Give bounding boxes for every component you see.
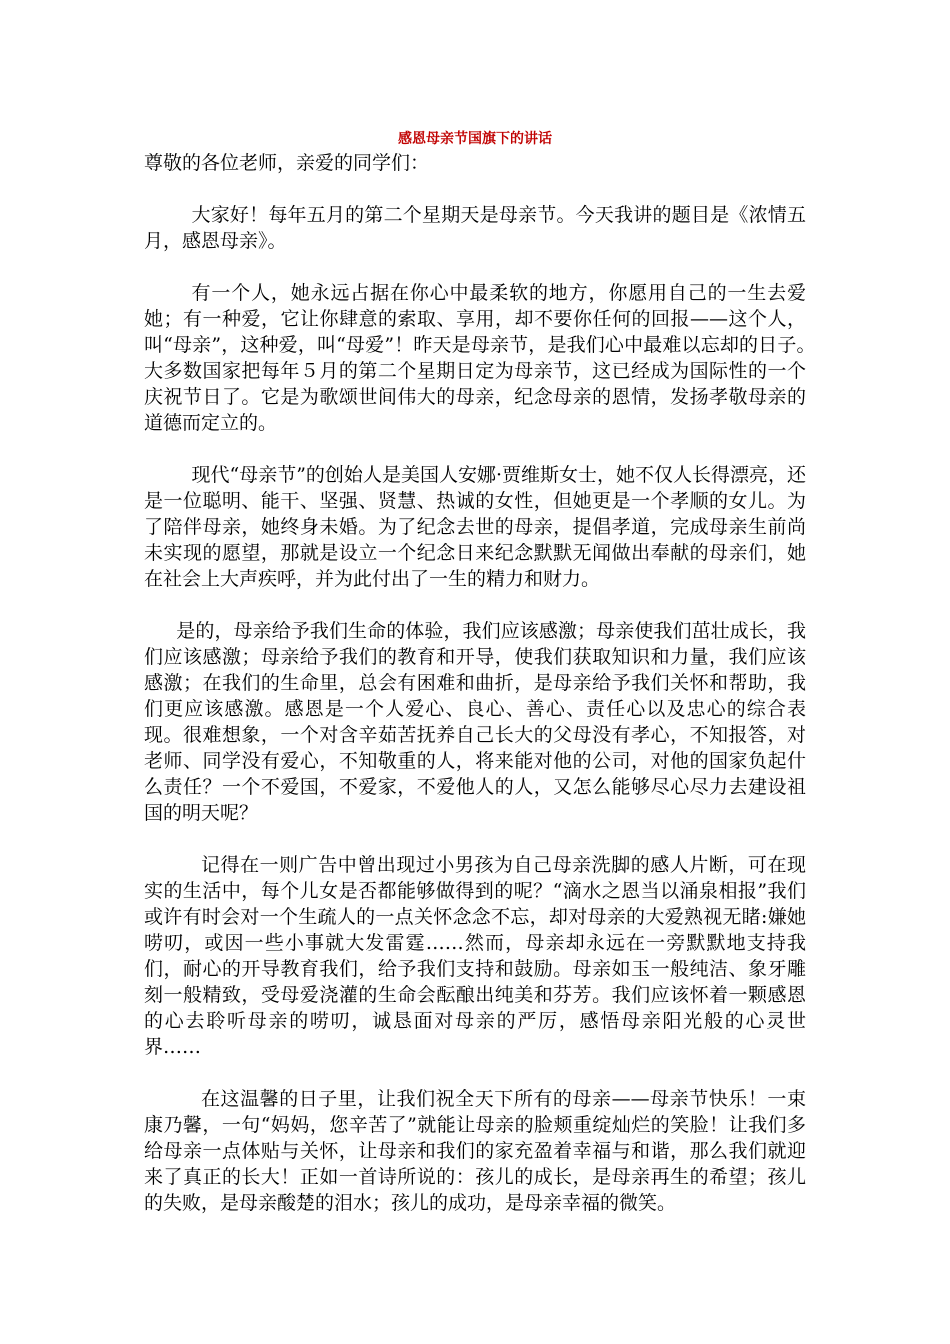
document-body [144,150,826,1216]
paragraph-closing: 在这温馨的日子里，让我们祝全天下所有的母亲——母亲节快乐！一束康乃馨，一句“妈妈，您辛苦了”就能让母亲的脸颊重绽灿烂的笑脸！让我们多给母亲一点体贴与关怀，让母亲和我们的家充盈着幸福与和谐，那么我们就迎来了真正的长大！正如一首诗所说的：孩儿的成长，是母亲再生的希望；孩儿的失败，是母亲酸楚的泪水；孩儿的成功，是母亲幸福的微笑。 [144,1088,806,1214]
salutation: 尊敬的各位老师，亲爱的同学们： [144,152,430,174]
paragraph-history: 现代“母亲节”的创始人是美国人安娜·贾维斯女士，她不仅人长得漂亮，还是一位聪明、能干、坚强、贤慧、热诚的女性，但她更是一个孝顺的女儿。为了陪伴母亲，她终身未婚。为了纪念去世的母亲，提倡孝道，完成母亲生前尚未实现的愿望，那就是设立一个纪念日来纪念默默无闻做出奉献的母亲们，她在社会上大声疾呼，并为此付出了一生的精力和财力。 [144,464,806,590]
paragraph-greeting: 大家好！每年五月的第二个星期天是母亲节。今天我讲的题目是《浓情五月，感恩母亲》。 [144,204,806,252]
paragraph-advertisement: 记得在一则广告中曾出现过小男孩为自己母亲洗脚的感人片断，可在现实的生活中，每个儿女是否都能够做得到的呢？“滴水之恩当以涌泉相报”我们或许有时会对一个生疏人的一点关怀念念不忘，却对母亲的大爱熟视无睹:嫌她唠叨，或因一些小事就大发雷霆……然而，母亲却永远在一旁默默地支持我们，耐心的开导教育我们，给予我们支持和鼓励。母亲如玉一般纯洁、象牙雕刻一般精致，受母爱浇灌的生命会酝酿出纯美和芬芳。我们应该怀着一颗感恩的心去聆听母亲的唠叨，诚恳面对母亲的严厉，感悟母亲阳光般的心灵世界…… [144,854,806,1058]
document-title: 感恩母亲节国旗下的讲话 [398,131,552,147]
paragraph-mother-love: 有一个人，她永远占据在你心中最柔软的地方，你愿用自己的一生去爱她；有一种爱，它让你肆意的索取、享用，却不要你任何的回报——这个人，叫“母亲”，这种爱，叫“母爱”！昨天是母亲节，是我们心中最难以忘却的日子。 大多数国家把每年５月的第二个星期日定为母亲节，这已经成为国际性的一个庆祝节日了。它是为歌颂世间伟大的母亲，纪念母亲的恩情，发扬孝敬母亲的道德而定立的。 [144,282,826,434]
paragraph-gratitude: 是的，母亲给予我们生命的体验，我们应该感激；母亲使我们茁壮成长，我们应该感激；母亲给予我们的教育和开导，使我们获取知识和力量，我们应该感激；在我们的生命里，总会有困难和曲折，是母亲给予我们关怀和帮助，我们更应该感激。感恩是一个人爱心、良心、善心、责任心以及忠心的综合表现。很难想象，一个对含辛茹苦抚养自己长大的父母没有孝心，不知报答，对老师、同学没有爱心，不知敬重的人，将来能对他的公司，对他的国家负起什么责任？一个不爱国，不爱家，不爱他人的人，又怎么能够尽心尽力去建设祖国的明天呢？ [144,620,806,824]
